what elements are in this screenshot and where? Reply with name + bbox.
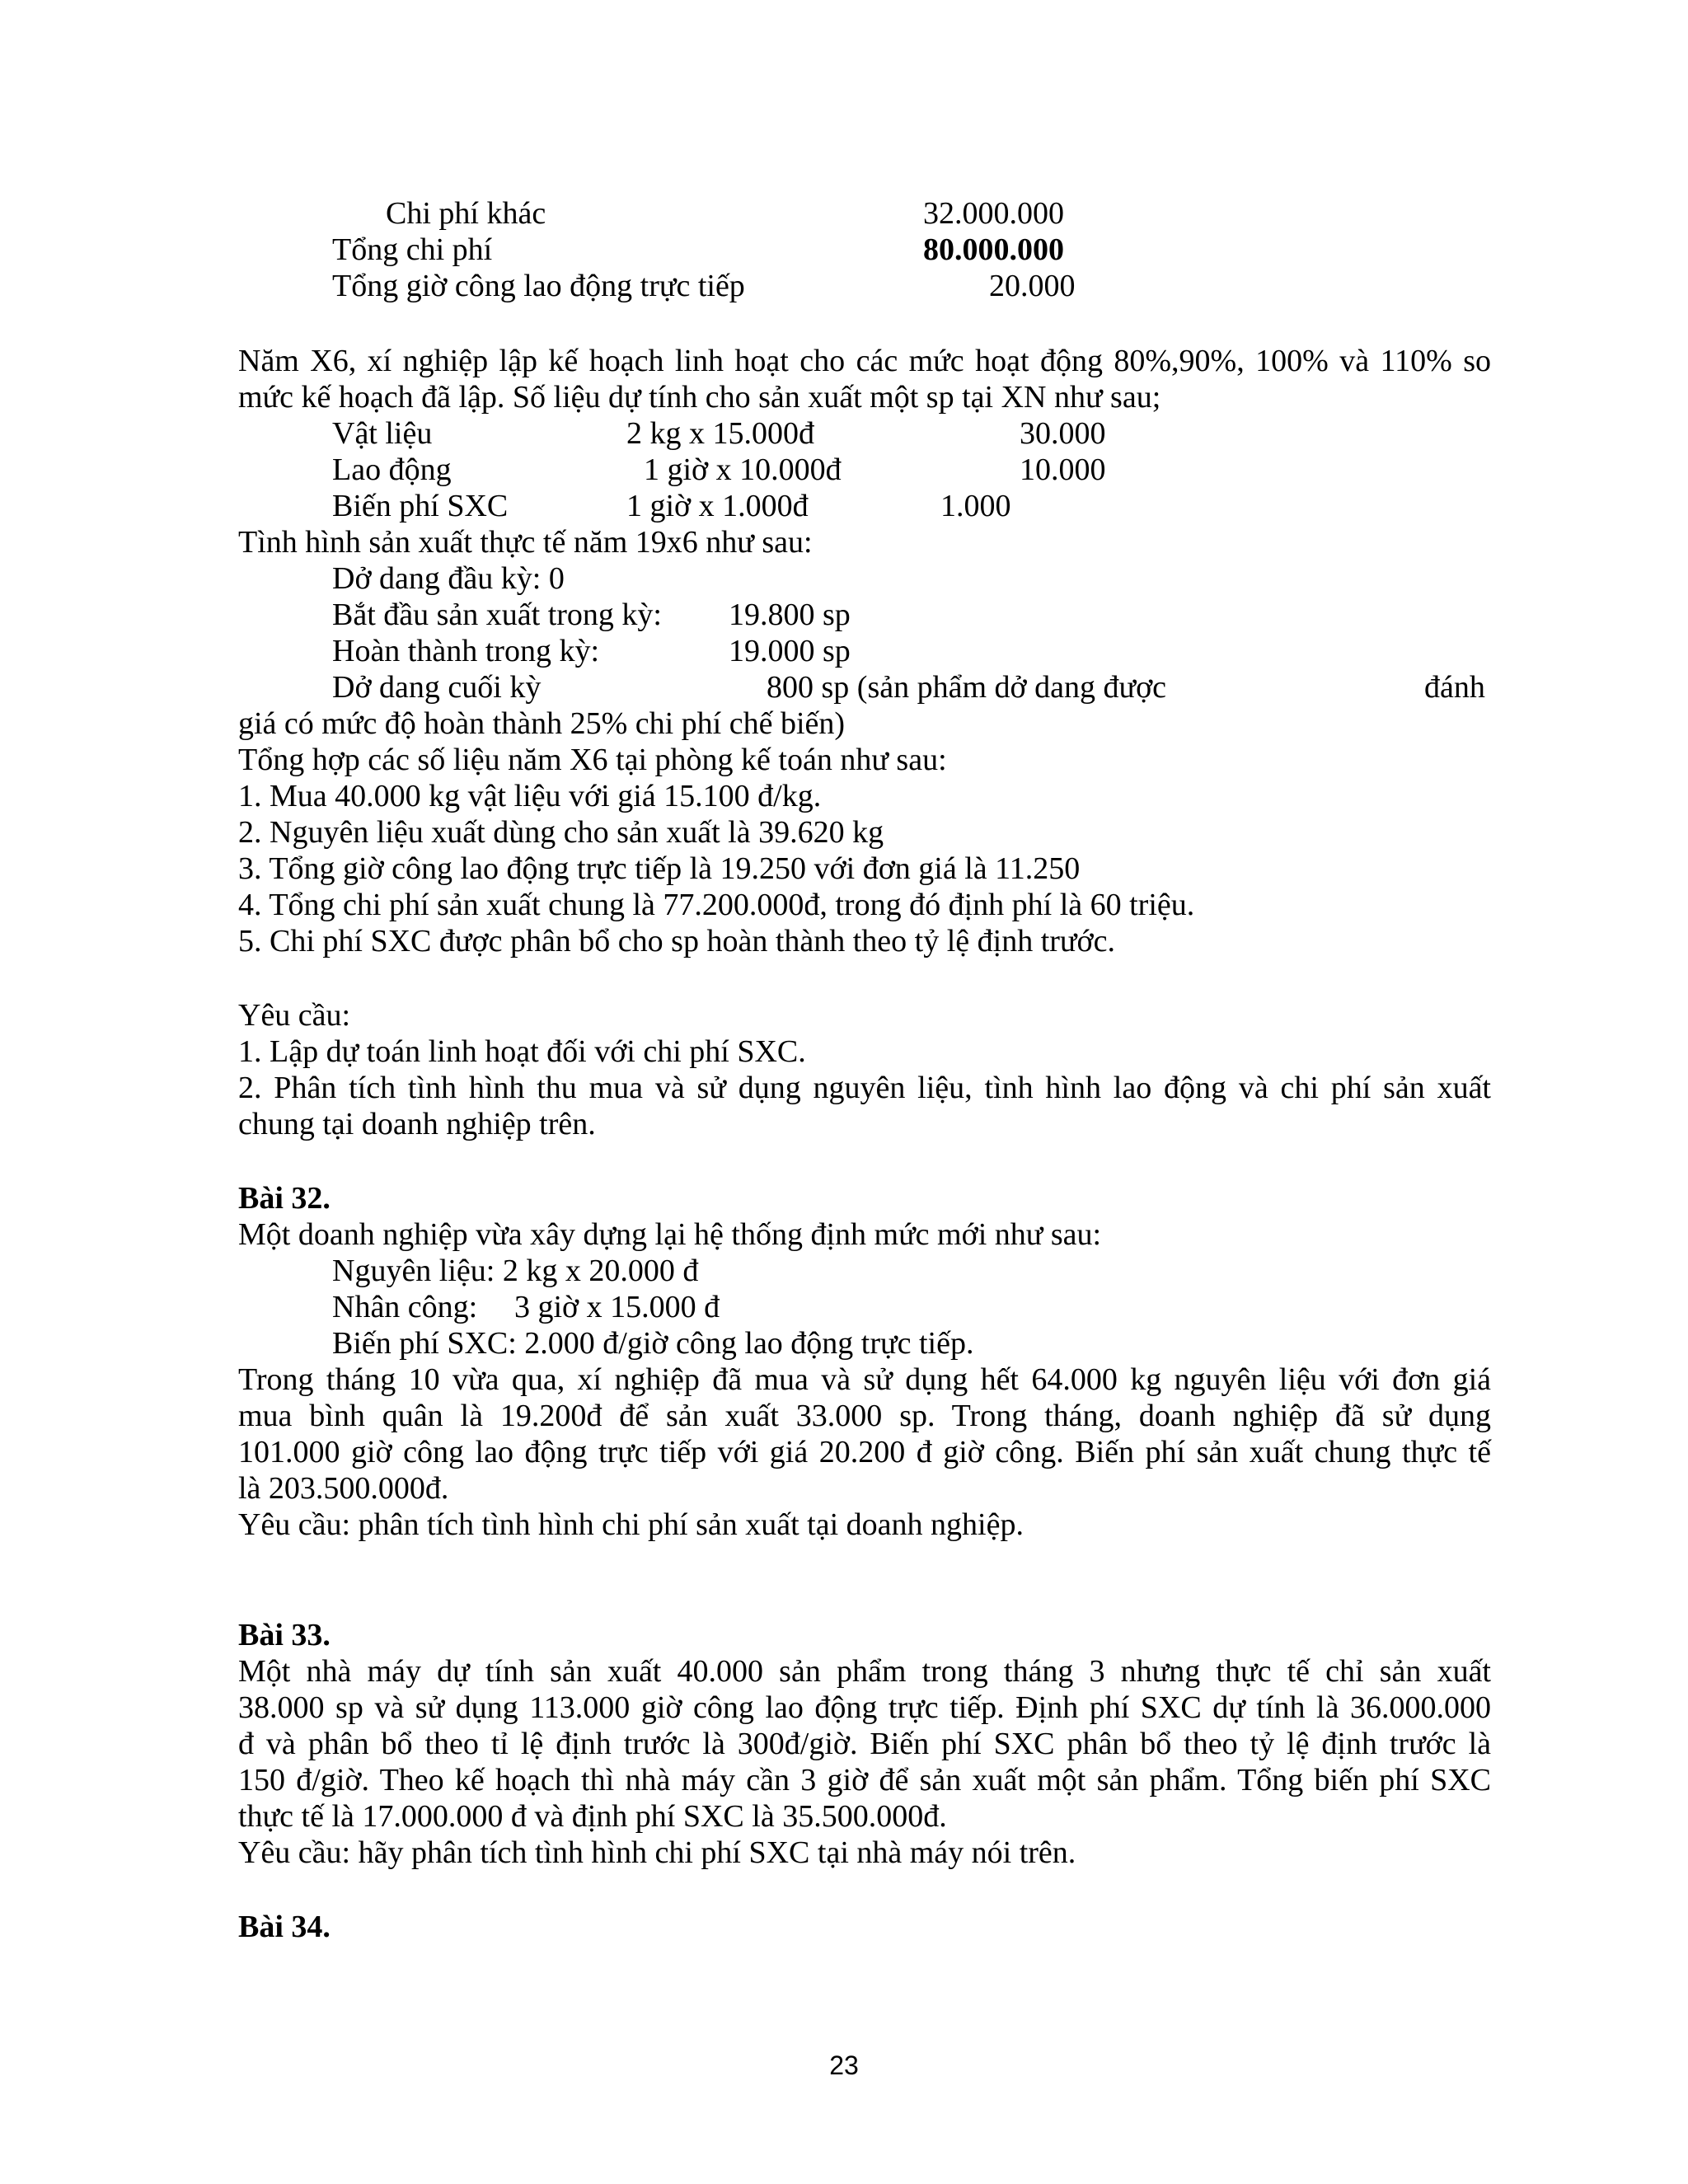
summary-heading: Tổng hợp các số liệu năm X6 tại phòng kế toán như sau: <box>238 743 947 777</box>
exercise-intro: Một doanh nghiệp vừa xây dựng lại hệ thống định mức mới như sau: <box>238 1217 1102 1252</box>
plan-paragraph-line: Năm X6, xí nghiệp lập kế hoạch linh hoạt cho các mức hoạt động 80%,90%, 100% và 110% so <box>238 344 1491 378</box>
summary-item: 2. Nguyên liệu xuất dùng cho sản xuất là 39.620 kg <box>238 815 884 850</box>
norm-line: Biến phí SXC: 2.000 đ/giờ công lao động trực tiếp. <box>332 1326 974 1361</box>
norm-line: Nguyên liệu: 2 kg x 20.000 đ <box>332 1254 699 1288</box>
standard-row-label: Lao động <box>332 452 452 487</box>
total-hours-label: Tổng giờ công lao động trực tiếp <box>332 269 745 303</box>
standard-row-formula: 1 giờ x 1.000đ <box>626 489 809 523</box>
summary-item: 1. Mua 40.000 kg vật liệu với giá 15.100 đ/kg. <box>238 779 822 813</box>
exercise-body-line: 38.000 sp và sử dụng 113.000 giờ công lao động trực tiếp. Định phí SXC dự tính là 36.000.000 <box>238 1690 1491 1725</box>
exercise-requirement: Yêu cầu: phân tích tình hình chi phí sản xuất tại doanh nghiệp. <box>238 1507 1024 1542</box>
exercise-body-line: mua bình quân là 19.200đ để sản xuất 33.000 sp. Trong tháng, doanh nghiệp đã sử dụng <box>238 1399 1491 1433</box>
requirement-item: chung tại doanh nghiệp trên. <box>238 1107 596 1141</box>
exercise-body-line: là 203.500.000đ. <box>238 1471 449 1506</box>
exercise-title: Bài 33. <box>238 1618 331 1652</box>
exercise-requirement: Yêu cầu: hãy phân tích tình hình chi phí SXC tại nhà máy nói trên. <box>238 1835 1076 1870</box>
completed-value: 19.000 sp <box>729 634 851 668</box>
wip-end-continuation: giá có mức độ hoàn thành 25% chi phí chế biến) <box>238 706 846 741</box>
standard-row-value: 1.000 <box>940 489 1011 523</box>
total-costs-label: Tổng chi phí <box>332 232 493 267</box>
total-hours-value: 20.000 <box>989 269 1076 303</box>
exercise-body-line: 101.000 giờ công lao động trực tiếp với giá 20.200 đ giờ công. Biến phí sản xuất chung thực tế <box>238 1435 1491 1469</box>
total-costs-value: 80.000.000 <box>923 232 1064 267</box>
summary-item: 4. Tổng chi phí sản xuất chung là 77.200.000đ, trong đó định phí là 60 triệu. <box>238 888 1195 922</box>
exercise-body-line: đ và phân bổ theo tỉ lệ định trước là 300đ/giờ. Biến phí SXC phân bổ theo tỷ lệ định trước là <box>238 1727 1491 1761</box>
standard-row-value: 10.000 <box>1020 452 1106 487</box>
other-costs-value: 32.000.000 <box>923 196 1064 231</box>
norm-value: 3 giờ x 15.000 đ <box>514 1290 720 1324</box>
started-label: Bắt đầu sản xuất trong kỳ: <box>332 598 662 632</box>
exercise-body-line: Một nhà máy dự tính sản xuất 40.000 sản phẩm trong tháng 3 nhưng thực tế chỉ sản xuất <box>238 1654 1491 1689</box>
summary-item: 3. Tổng giờ công lao động trực tiếp là 19.250 với đơn giá là 11.250 <box>238 851 1081 886</box>
plan-paragraph-line: mức kế hoạch đã lập. Số liệu dự tính cho sản xuất một sp tại XN như sau; <box>238 380 1161 415</box>
requirement-item: 1. Lập dự toán linh hoạt đối với chi phí SXC. <box>238 1034 806 1069</box>
exercise-body-line: 150 đ/giờ. Theo kế hoạch thì nhà máy cần 3 giờ để sản xuất một sản phẩm. Tổng biến phí SXC <box>238 1763 1491 1797</box>
started-value: 19.800 sp <box>729 598 851 632</box>
requirements-heading: Yêu cầu: <box>238 998 351 1033</box>
standard-row-label: Biến phí SXC <box>332 489 509 523</box>
completed-label: Hoàn thành trong kỳ: <box>332 634 600 668</box>
wip-end-tail: đánh <box>1424 670 1485 705</box>
exercise-title: Bài 34. <box>238 1910 331 1944</box>
standard-row-value: 30.000 <box>1020 416 1106 451</box>
standard-row-formula: 1 giờ x 10.000đ <box>644 452 842 487</box>
requirement-item: 2. Phân tích tình hình thu mua và sử dụng nguyên liệu, tình hình lao động và chi phí sản xuất <box>238 1071 1491 1105</box>
summary-item: 5. Chi phí SXC được phân bổ cho sp hoàn thành theo tỷ lệ định trước. <box>238 924 1115 958</box>
exercise-body-line: Trong tháng 10 vừa qua, xí nghiệp đã mua và sử dụng hết 64.000 kg nguyên liệu với đơn giá <box>238 1362 1491 1397</box>
exercise-title: Bài 32. <box>238 1181 331 1216</box>
norm-label: Nhân công: <box>332 1290 478 1324</box>
wip-end-value: 800 sp (sản phẩm dở dang được <box>767 670 1167 705</box>
standard-row-formula: 2 kg x 15.000đ <box>626 416 814 451</box>
page-number: 23 <box>829 2050 859 2080</box>
exercise-body-line: thực tế là 17.000.000 đ và định phí SXC là 35.500.000đ. <box>238 1799 947 1834</box>
actual-heading: Tình hình sản xuất thực tế năm 19x6 như sau: <box>238 525 813 560</box>
wip-begin: Dở dang đầu kỳ: 0 <box>332 561 565 596</box>
standard-row-label: Vật liệu <box>332 416 433 451</box>
other-costs-label: Chi phí khác <box>386 196 546 231</box>
wip-end-label: Dở dang cuối kỳ <box>332 670 542 705</box>
